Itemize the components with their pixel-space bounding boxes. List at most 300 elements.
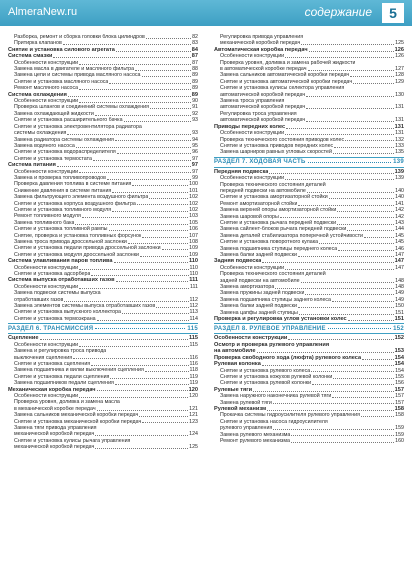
toc-entry-title: Замена сайлент-блоков рычага передней подвески — [220, 226, 347, 233]
dot-leader — [116, 51, 191, 52]
toc-page-number: 124 — [189, 431, 198, 438]
dot-leader — [306, 96, 394, 97]
toc-entry-title: Регулировка троса управления — [220, 110, 297, 117]
toc-entry-title: Проверка технического состояния деталей — [220, 181, 326, 188]
dot-leader — [345, 140, 394, 141]
toc-page-number: 120 — [188, 386, 198, 393]
dot-leader — [68, 96, 191, 97]
toc-entry-title: задней подвески на автомобиле — [220, 277, 300, 284]
dot-leader — [115, 384, 189, 385]
toc-entry-title: Задняя подвеска — [214, 258, 262, 265]
toc-entry-title: Замена подшипников педали сцепления — [14, 380, 114, 387]
toc-page-number: 126 — [394, 46, 404, 53]
toc-page-number: 108 — [189, 239, 198, 245]
toc-page-number: 151 — [395, 309, 404, 316]
toc-entry-title: рулевого управления — [220, 425, 273, 432]
toc-entry — [8, 444, 198, 450]
dot-leader — [128, 243, 188, 244]
toc-entry-title: Замена тяги привода управления — [14, 424, 97, 431]
toc-entry-title: Снятие и установка сцепления — [14, 360, 91, 367]
toc-entry-title: Замена сальников механической коробки передач — [14, 412, 139, 419]
dot-leader — [109, 83, 191, 84]
dot-leader — [298, 256, 394, 257]
toc-page-number: 99 — [192, 174, 198, 181]
toc-entry-title: системы охлаждения — [14, 130, 67, 137]
toc-page-number: 128 — [395, 72, 404, 79]
dot-leader — [262, 262, 393, 263]
toc-page-number: 97 — [192, 155, 198, 162]
toc-entry-title: Замена и регулировка троса привода — [14, 348, 107, 355]
dot-leader — [112, 211, 188, 212]
toc-entry-title: Особенности конструкции — [220, 130, 285, 137]
dot-leader — [95, 115, 191, 116]
dot-leader — [67, 134, 191, 135]
toc-entry-title: Ремонт амортизаторной стойки — [220, 200, 298, 207]
toc-entry-title: Притирка клапанов — [14, 40, 62, 47]
toc-page-number: 103 — [189, 213, 198, 220]
toc-entry-title: Снятие и установка масляного насоса — [14, 78, 109, 85]
toc-entry-title: Снятие и установка педали привода дроссельной заслонки — [14, 245, 161, 252]
dot-leader — [79, 89, 191, 90]
toc-page-number: 83 — [192, 40, 198, 47]
toc-entry-title: Замена рулевого механизма — [220, 431, 291, 438]
toc-page-number: 123 — [189, 418, 198, 425]
toc-page-number: 89 — [191, 91, 198, 98]
dot-leader — [79, 102, 191, 103]
toc-page-number: 111 — [189, 283, 198, 290]
toc-entry-title: Снятие и установка педали сцепления — [14, 373, 110, 380]
toc-page-number: 155 — [395, 373, 404, 380]
toc-page-number: 158 — [395, 412, 404, 419]
dot-leader — [275, 288, 394, 289]
toc-page-number: 147 — [394, 258, 404, 265]
toc-page-number: 143 — [395, 219, 404, 226]
toc-entry-title: Замена цепи и системы привода масляного насоса — [14, 72, 141, 79]
dot-leader — [285, 269, 394, 270]
dot-leader — [285, 179, 394, 180]
toc-page-number: 147 — [395, 252, 404, 258]
dot-leader — [306, 121, 394, 122]
toc-page-number: 121 — [189, 405, 198, 412]
dot-leader — [253, 391, 394, 392]
toc-entry — [8, 316, 198, 322]
dot-leader — [79, 288, 189, 289]
toc-section-heading — [8, 323, 198, 334]
toc-entry-title: Проверка и регулировка углов установки колес — [214, 316, 347, 323]
toc-entry-title: Проверка технического состояния приводов колес — [220, 136, 345, 143]
toc-entry-title: Замена наружного наконечника рулевой тяги — [220, 393, 332, 400]
dot-leader — [301, 282, 395, 283]
toc-page-number: 121 — [189, 412, 198, 419]
toc-entry-title: Снятие и установка кулисы рычага управления — [14, 437, 131, 444]
dot-leader — [142, 237, 188, 238]
page-number: 5 — [382, 3, 404, 23]
dot-leader — [328, 328, 391, 329]
toc-page-number: 87 — [191, 53, 198, 60]
toc-entry-title: Сцепление — [8, 335, 39, 342]
toc-entry-title: Рулевая колонка — [214, 361, 261, 368]
dot-leader — [301, 44, 394, 45]
toc-entry-title: Проверка уровня, доливка и замена масла — [14, 399, 120, 406]
toc-entry-title: Проверка шлангов и соединений системы охлаждения — [14, 104, 149, 111]
toc-entry-title: Снятие и установка поворотного кулака — [220, 239, 319, 246]
toc-right-column — [214, 34, 404, 444]
dot-leader — [57, 166, 191, 167]
toc-entry-title: Система улавливания паров топлива — [8, 258, 113, 265]
toc-entry-title: Особенности конструкции — [14, 283, 79, 290]
dot-leader — [309, 51, 394, 52]
dot-leader — [95, 435, 188, 436]
toc-entry-title: Особенности конструкции — [14, 264, 79, 271]
dot-leader — [40, 339, 188, 340]
toc-entry — [214, 149, 404, 155]
dot-leader — [337, 211, 394, 212]
dot-leader — [76, 147, 191, 148]
dot-leader — [334, 147, 394, 148]
toc-page-number: 118 — [189, 367, 198, 374]
toc-page-number: 156 — [395, 380, 404, 387]
dot-leader — [75, 224, 188, 225]
toc-page-number: 116 — [189, 354, 198, 361]
dot-leader — [280, 217, 394, 218]
dot-leader — [329, 198, 394, 199]
toc-page-number: 140 — [395, 194, 404, 201]
dot-leader — [117, 153, 191, 154]
toc-entry-title: Замена шаровой опоры — [220, 213, 279, 220]
toc-page-number: 106 — [189, 226, 198, 233]
toc-entry-title: Замена цапфы задней ступицы — [220, 309, 298, 316]
dot-leader — [91, 365, 188, 366]
toc-entry-title: механической коробкой передач — [220, 40, 301, 47]
dot-leader — [332, 397, 394, 398]
dot-leader — [298, 307, 394, 308]
dot-leader — [273, 429, 394, 430]
toc-page-number: 145 — [395, 239, 404, 246]
toc-page-number: 149 — [395, 290, 404, 297]
dot-leader — [135, 70, 191, 71]
toc-page-number: 119 — [189, 380, 198, 387]
toc-page-number: 102 — [189, 194, 198, 201]
toc-entry-title: Особенности конструкции — [14, 59, 79, 66]
dot-leader — [112, 192, 188, 193]
toc-entry-title: Снятие и установка насоса гидроусилителя — [220, 418, 328, 425]
toc-page-number: 139 — [393, 159, 404, 166]
dot-leader — [79, 64, 191, 65]
toc-entry-title: Особенности конструкции — [220, 175, 285, 182]
toc-entry-title: Приводы передних колес — [214, 123, 286, 130]
dot-leader — [95, 328, 185, 329]
dot-leader — [332, 301, 394, 302]
dot-leader — [95, 448, 188, 449]
toc-page-number: 101 — [189, 187, 198, 194]
toc-page-number: 158 — [394, 405, 404, 412]
toc-page-number: 150 — [395, 303, 404, 310]
toc-entry-title: Особенности конструкции — [14, 392, 79, 399]
toc-entry-title: Регулировка привода управления — [220, 34, 304, 40]
toc-page-number: 157 — [395, 393, 404, 400]
toc-entry-title: Замена и проверка топливопроводов — [14, 174, 106, 181]
toc-entry-title: механической коробкой передач — [14, 444, 95, 451]
toc-entry-title: Особенности конструкции — [220, 53, 285, 60]
toc-page-number: 115 — [187, 325, 198, 332]
toc-entry-title: Ремонт масляного насоса — [14, 85, 79, 92]
toc-entry-title: Проверка технического состояния деталей — [220, 271, 326, 278]
toc-page-number: 84 — [191, 46, 198, 53]
toc-entry-title: Снятие и установка термоэкрана — [14, 315, 96, 322]
dot-leader — [306, 108, 394, 109]
toc-page-number: 154 — [394, 361, 404, 368]
toc-page-number: 131 — [395, 104, 404, 111]
dot-leader — [350, 76, 394, 77]
dot-leader — [307, 192, 394, 193]
toc-entry-title: механической коробкой передач — [14, 431, 95, 438]
toc-section-heading — [214, 157, 404, 168]
toc-page-number: 90 — [192, 98, 198, 105]
dot-leader — [63, 44, 191, 45]
dot-leader — [115, 140, 191, 141]
toc-page-number: 97 — [191, 162, 198, 169]
dot-leader — [308, 162, 392, 163]
toc-page-number: 120 — [189, 392, 198, 399]
toc-page-number: 100 — [189, 181, 198, 188]
toc-entry-title: Проверка давления топлива в системе питания — [14, 181, 132, 188]
toc-entry-title: Автоматическая коробка передач — [214, 46, 308, 53]
toc-page-number: 148 — [395, 284, 404, 291]
toc-entry-title: РАЗДЕЛ 7. ХОДОВАЯ ЧАСТЬ — [214, 159, 306, 166]
toc-page-number: 159 — [395, 431, 404, 438]
toc-page-number: 94 — [192, 136, 198, 143]
dot-leader — [311, 371, 394, 372]
toc-entry-title: Система охлаждения — [8, 91, 67, 98]
toc-entry-title: Замена радиатора системы охлаждения — [14, 136, 114, 143]
toc-entry-title: Снятие и установка топливного модуля — [14, 206, 112, 213]
toc-entry-title: Снятие и установка расширительного бачка — [14, 117, 123, 124]
toc-entry-title: Проверка уровня, доливка и замена рабочей жидкости — [220, 59, 356, 66]
dot-leader — [269, 173, 393, 174]
toc-page-number: 152 — [393, 325, 404, 332]
dot-leader — [93, 160, 191, 161]
toc-entry-title: Замена водяного насоса — [14, 142, 75, 149]
toc-entry — [214, 438, 404, 444]
dot-leader — [308, 70, 395, 71]
dot-leader — [79, 269, 188, 270]
dot-leader — [91, 275, 188, 276]
toc-entry-title: Снятие и установка кожухов рулевой колонки — [220, 373, 333, 380]
toc-page-number: 139 — [395, 175, 404, 182]
dot-leader — [162, 249, 189, 250]
toc-entry-title: Снятие и установка кулисы селектора управления — [220, 85, 345, 92]
toc-page-number: 142 — [395, 213, 404, 220]
toc-page-number: 88 — [192, 66, 198, 73]
section-title: содержание — [304, 5, 372, 19]
toc-entry-title: Ремонт топливного модуля — [14, 213, 81, 220]
toc-entry-title: Ремонт рулевого механизма — [220, 437, 290, 444]
toc-entry-title: автоматической коробкой передач — [220, 91, 306, 98]
dot-leader — [319, 243, 394, 244]
toc-entry-title: Снятие и установка рулевого колеса — [220, 367, 311, 374]
toc-chapter-entry — [214, 316, 404, 322]
toc-entry-title: Замена троса привода дроссельной заслонки — [14, 239, 127, 245]
dot-leader — [142, 422, 188, 423]
toc-entry-title: Снятие, проверка и установка топливных форсунок — [14, 232, 142, 239]
dot-leader — [97, 390, 188, 391]
dot-leader — [145, 371, 189, 372]
toc-page-number: 154 — [395, 367, 404, 374]
dot-leader — [150, 108, 191, 109]
toc-page-number: 89 — [192, 72, 198, 79]
toc-entry-title: Прокачка системы гидроусилителя рулевого управления — [220, 412, 360, 419]
dot-leader — [73, 358, 188, 359]
dot-leader — [53, 57, 190, 58]
toc-entry-title: Замена деталей стабилизатора поперечной устойчивости — [220, 232, 364, 239]
toc-page-number: 93 — [192, 117, 198, 124]
toc-page-number: 113 — [189, 309, 198, 316]
dot-leader — [262, 365, 394, 366]
dot-leader — [110, 378, 188, 379]
toc-entry-title: Замена масла в двигателе и масляного фильтра — [14, 66, 135, 73]
toc-page-number: 149 — [395, 296, 404, 303]
toc-entry-title: Рулевой механизм — [214, 405, 267, 412]
dot-leader — [149, 198, 188, 199]
toc-page-number: 133 — [395, 142, 404, 149]
dot-leader — [291, 435, 394, 436]
toc-entry-title: Снятие и установка топливной рампы — [14, 226, 108, 233]
dot-leader — [273, 403, 394, 404]
toc-entry-title: Система смазки — [8, 53, 53, 60]
toc-entry-title: Система питания — [8, 162, 56, 169]
dot-leader — [333, 153, 394, 154]
toc-entry-title: Снятие и установка выпускного коллектора — [14, 309, 122, 316]
toc-entry-title: Разборка, ремонт и сборка головки блока цилиндров — [14, 34, 145, 40]
dot-leader — [353, 83, 394, 84]
toc-entry-title: Замена охлаждающей жидкости — [14, 110, 94, 117]
toc-page-number: 82 — [192, 34, 198, 40]
toc-page-number: 145 — [395, 232, 404, 239]
toc-page-number: 142 — [395, 207, 404, 214]
toc-section-heading — [214, 323, 404, 334]
toc-entry-title: Замена балки задней подвески — [220, 252, 297, 258]
dot-leader — [299, 314, 394, 315]
toc-entry-title: на автомобиле — [214, 348, 256, 355]
toc-entry-title: Замена фильтрующего элемента воздушного фильтра — [14, 194, 149, 201]
toc-page-number: 115 — [189, 341, 198, 348]
toc-entry-title: Замена пружины задней подвески — [220, 290, 305, 297]
toc-page-number: 109 — [189, 251, 198, 258]
toc-entry-title: Снятие и установка водораспределителя — [14, 149, 116, 156]
toc-page-number: 115 — [188, 335, 198, 342]
toc-entry-title: Замена шарниров равных угловых скоростей — [220, 149, 332, 156]
toc-entry-title: Замена подшипника и вилки выключения сцепления — [14, 367, 144, 374]
toc-entry-title: автоматической коробкой передач — [220, 117, 306, 124]
toc-entry-title: Замена подшипника ступицы заднего колеса — [220, 296, 332, 303]
toc-entry-title: РАЗДЕЛ 8. РУЛЕВОЕ УПРАВЛЕНИЕ — [214, 325, 326, 332]
dot-leader — [312, 384, 394, 385]
toc-entry-title: Снятие и установка термостата — [14, 155, 92, 162]
toc-entry-title: Замена рулевой тяги — [220, 399, 272, 406]
dot-leader — [337, 224, 394, 225]
toc-page-number: 154 — [394, 354, 404, 361]
toc-entry-title: Проверка свободного хода (люфта) рулевого колеса — [214, 354, 362, 361]
toc-page-number: 125 — [189, 444, 198, 451]
toc-page-number: 102 — [189, 206, 198, 213]
toc-page-number: 91 — [192, 104, 198, 111]
toc-entry-title: Особенности конструкции — [14, 168, 79, 175]
dot-leader — [333, 378, 394, 379]
dot-leader — [79, 397, 188, 398]
toc-entry-title: Замена сальников автоматической коробки передач — [220, 72, 350, 79]
toc-page-number: 130 — [395, 91, 404, 98]
toc-entry-title: Особенности конструкции — [14, 98, 79, 105]
toc-page-number: 160 — [395, 437, 404, 444]
toc-page-number: 111 — [189, 277, 198, 284]
toc-entry-title: передней подвески на автомобиле — [220, 187, 306, 194]
toc-entry-title: Замена элементов системы выпуска отработавших газов — [14, 303, 156, 310]
toc-page-number: 157 — [395, 399, 404, 406]
dot-leader — [305, 294, 394, 295]
dot-leader — [291, 442, 394, 443]
site-name: AlmeraNew.ru — [8, 6, 78, 18]
dot-leader — [348, 320, 394, 321]
toc-page-number: 102 — [189, 200, 198, 207]
toc-entry-title: автоматической коробкой передач — [220, 104, 306, 111]
toc-page-number: 131 — [395, 117, 404, 124]
dot-leader — [116, 281, 189, 282]
toc-page-number: 114 — [189, 315, 198, 322]
dot-leader — [286, 128, 394, 129]
toc-entry-title: Замена троса управления — [220, 98, 285, 105]
dot-leader — [338, 250, 394, 251]
toc-page-number: 110 — [189, 271, 198, 278]
toc-page-number: 127 — [395, 66, 404, 73]
toc-entry-title: Замена верхней опоры амортизаторной стойки — [220, 207, 337, 214]
toc-entry-title: Особенности конструкции — [14, 341, 79, 348]
toc-entry-title: Передняя подвеска — [214, 168, 269, 175]
toc-entry-title: отработавших газов — [14, 296, 64, 303]
toc-page-number: 110 — [188, 258, 198, 265]
toc-page-number: 105 — [189, 219, 198, 226]
toc-entry-title: Система выпуска отработавших газов — [8, 277, 115, 284]
dot-leader — [156, 307, 188, 308]
dot-leader — [137, 204, 188, 205]
toc-page-number: 148 — [395, 277, 404, 284]
dot-leader — [122, 313, 189, 314]
toc-entry-title: Снятие и установка рычага передней подвески — [220, 219, 337, 226]
toc-page-number: 119 — [189, 373, 198, 380]
toc-entry-title: Снятие и установка амортизаторной стойки — [220, 194, 328, 201]
dot-leader — [109, 230, 189, 231]
toc-page-number: 89 — [192, 78, 198, 85]
toc-page-number: 159 — [395, 425, 404, 432]
toc-page-number: 112 — [189, 303, 198, 310]
toc-entry-title: Снятие и установка модуля дроссельной заслонки — [14, 251, 139, 258]
dot-leader — [139, 416, 188, 417]
dot-leader — [97, 410, 189, 411]
toc-page-number: 95 — [192, 142, 198, 149]
dot-leader — [362, 359, 394, 360]
toc-entry-title: Снятие и установка автоматической коробки передач — [220, 78, 353, 85]
toc-page-number: 147 — [395, 264, 404, 271]
toc-entry-title: Замена подвески системы выпуска — [14, 290, 101, 297]
toc-page-number: 107 — [189, 232, 198, 239]
dot-leader — [64, 301, 188, 302]
toc-entry-title: Снятие и установка приводов передних колес — [220, 142, 334, 149]
toc-page-number: 109 — [189, 245, 198, 252]
dot-leader — [107, 179, 191, 180]
toc-page-number: 97 — [192, 168, 198, 175]
toc-entry-title: в механической коробке передач — [14, 405, 96, 412]
dot-leader — [142, 76, 192, 77]
toc-entry-title: Замена подшипника ступицы переднего колеса — [220, 245, 338, 252]
